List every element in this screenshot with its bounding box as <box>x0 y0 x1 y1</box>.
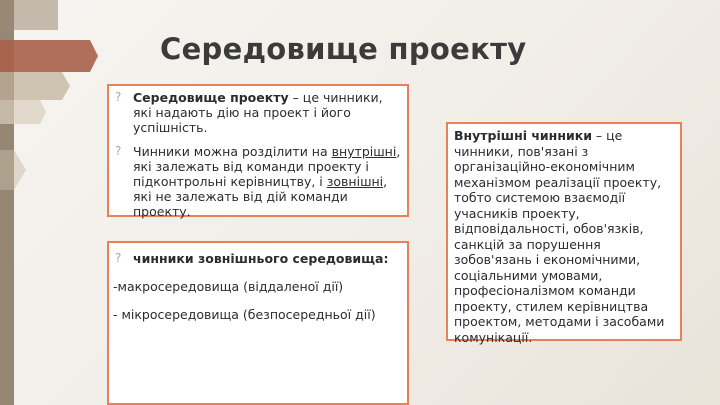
internal-factors-text <box>454 128 674 345</box>
division-text-part2: , які залежать від команди проекту і підконтрольні керівництву, і <box>133 144 401 189</box>
bullet-icon: ? <box>115 251 122 265</box>
external-heading: чинники зовнішнього середовища: <box>133 251 389 266</box>
definition-item <box>113 90 401 135</box>
external-factors-box <box>107 241 409 405</box>
definition-text: – це чинники, які надають дію на проект і його успішність. <box>133 90 383 135</box>
micro-environment-line: - мікросередовища (безпосередньої дії) <box>113 307 376 322</box>
macro-environment-line: -макросередовища (віддаленої дії) <box>113 279 344 294</box>
slide-title: Середовище проекту <box>160 32 527 66</box>
external-factors-link[interactable]: зовнішні <box>326 174 384 189</box>
external-heading-item <box>113 251 401 266</box>
internal-term-bold: Внутрішні чинники <box>454 128 592 143</box>
internal-definition: – це чинники, пов'язані з організаційно-економічним механізмом реалізації проекту, тобто системою взаємодії учасників проекту, відповідальності, обов'язків, санкцій за порушення зобов'язань і економічними, соціальними умовами, професіоналізмом команди проекту, стилем керівництва проектом, методами і засобами комунікації. <box>454 128 665 345</box>
division-item <box>113 144 401 219</box>
definition-box <box>107 84 409 217</box>
bullet-icon: ? <box>115 144 122 158</box>
division-text-part3: , які не залежать від дій команди проекту. <box>133 174 388 219</box>
bullet-icon: ? <box>115 90 122 104</box>
internal-factors-link[interactable]: внутрішні <box>331 144 397 159</box>
term-bold: Середовище проекту <box>133 90 289 105</box>
division-text-part1: Чинники можна розділити на <box>133 144 332 159</box>
internal-factors-box <box>446 122 682 345</box>
